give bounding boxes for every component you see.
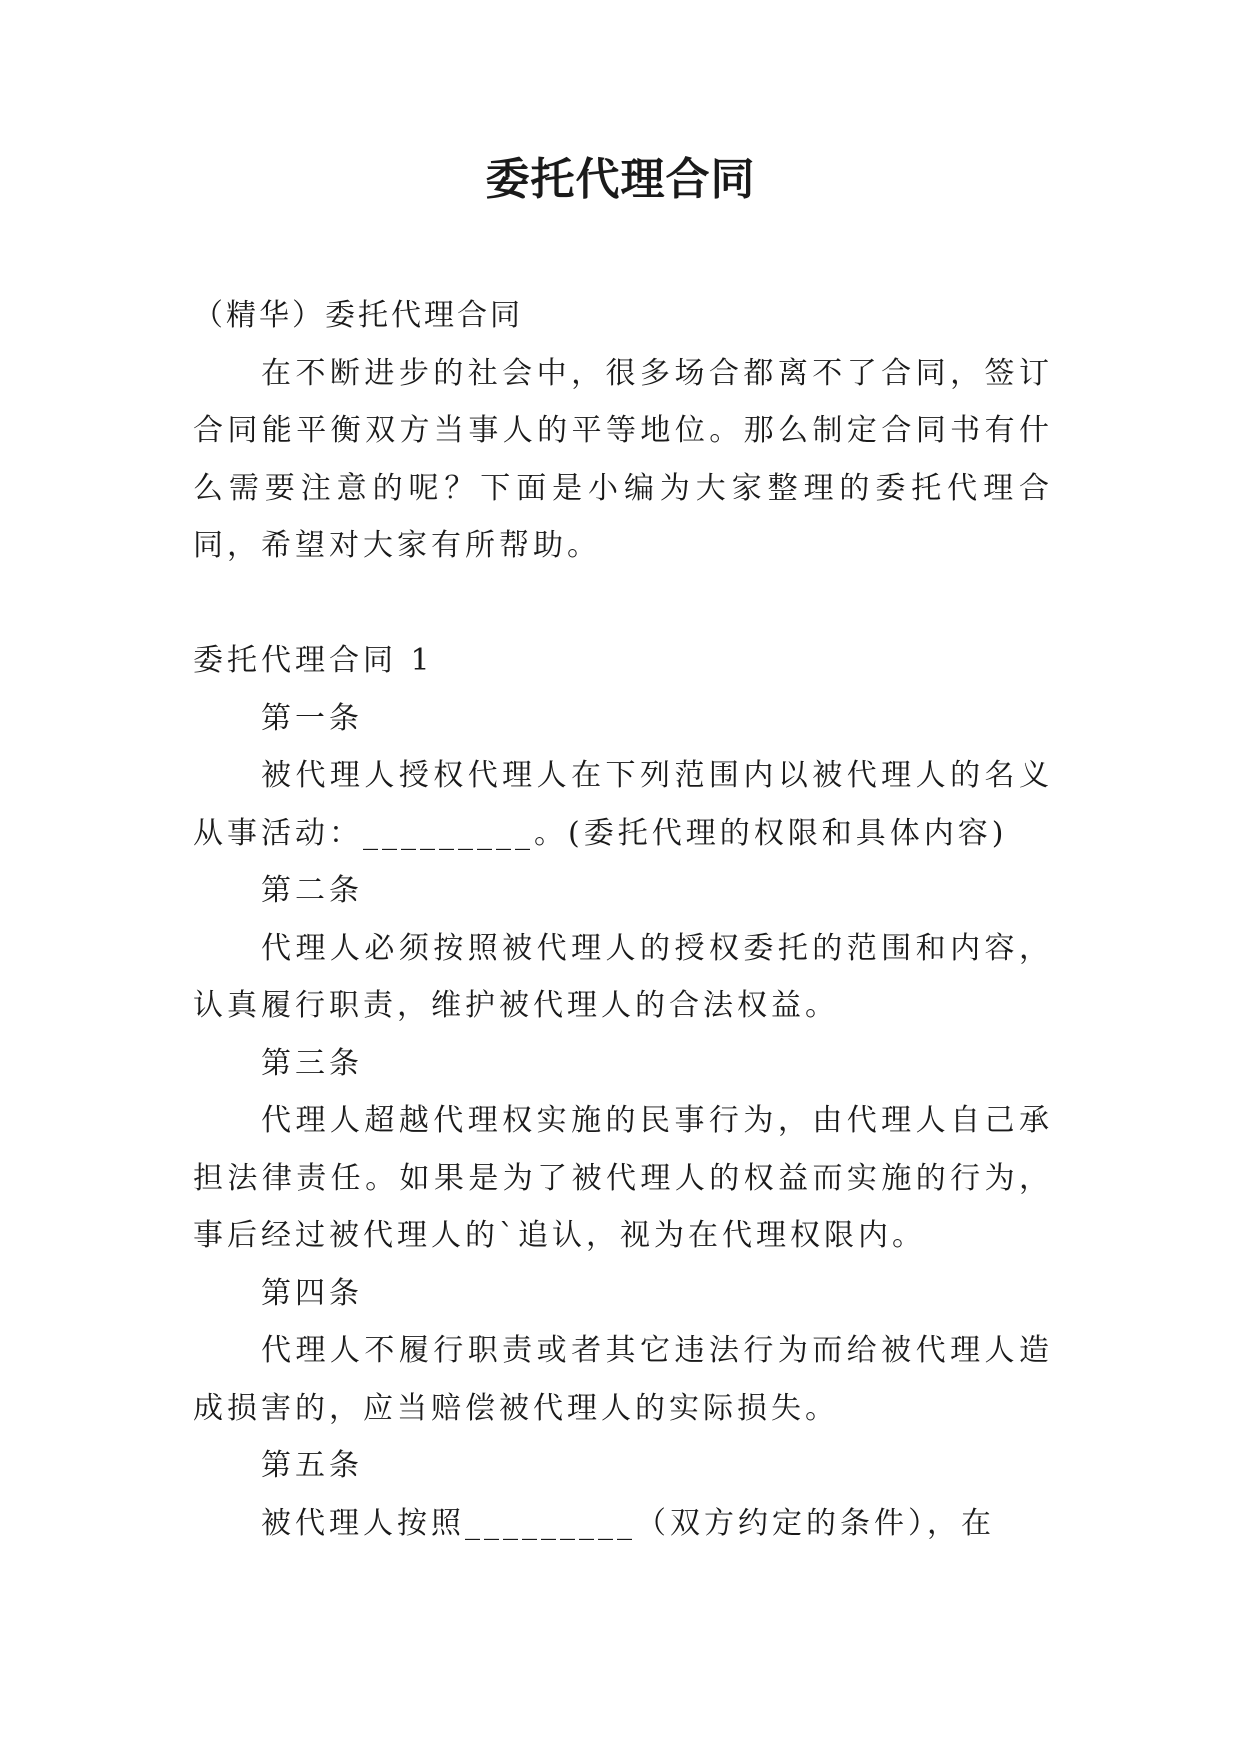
paragraph-spacer bbox=[193, 575, 1053, 633]
article-1-text: 被代理人授权代理人在下列范围内以被代理人的名义从事活动：_________。(委托代理的权限和具体内容) bbox=[193, 758, 1053, 851]
document-subtitle: （精华）委托代理合同 bbox=[193, 298, 523, 333]
section-heading: 委托代理合同 1 bbox=[193, 643, 434, 678]
article-4-text: 代理人不履行职责或者其它违法行为而给被代理人造成损害的，应当赔偿被代理人的实际损失。 bbox=[193, 1333, 1053, 1426]
article-3-label: 第三条 bbox=[261, 1045, 363, 1081]
article-3-text: 代理人超越代理权实施的民事行为，由代理人自己承担法律责任。如果是为了被代理人的权益而实施的行为，事后经过被代理人的`追认，视为在代理权限内。 bbox=[193, 1103, 1053, 1253]
article-4-label: 第四条 bbox=[261, 1275, 363, 1311]
document-body bbox=[193, 287, 1053, 1552]
document-title: 委托代理合同 bbox=[485, 154, 756, 205]
article-5-text: 被代理人按照_________（双方约定的条件），在 bbox=[261, 1505, 995, 1541]
article-1-label: 第一条 bbox=[261, 700, 363, 736]
article-2-label: 第二条 bbox=[261, 873, 363, 908]
article-2-text: 代理人必须按照被代理人的授权委托的范围和内容，认真履行职责，维护被代理人的合法权益。 bbox=[193, 930, 1053, 1023]
intro-paragraph: 在不断进步的社会中，很多场合都离不了合同，签订合同能平衡双方当事人的平等地位。那么制定合同书有什么需要注意的呢？下面是小编为大家整理的委托代理合同，希望对大家有所帮助。 bbox=[193, 355, 1053, 563]
article-5-label: 第五条 bbox=[261, 1448, 363, 1483]
